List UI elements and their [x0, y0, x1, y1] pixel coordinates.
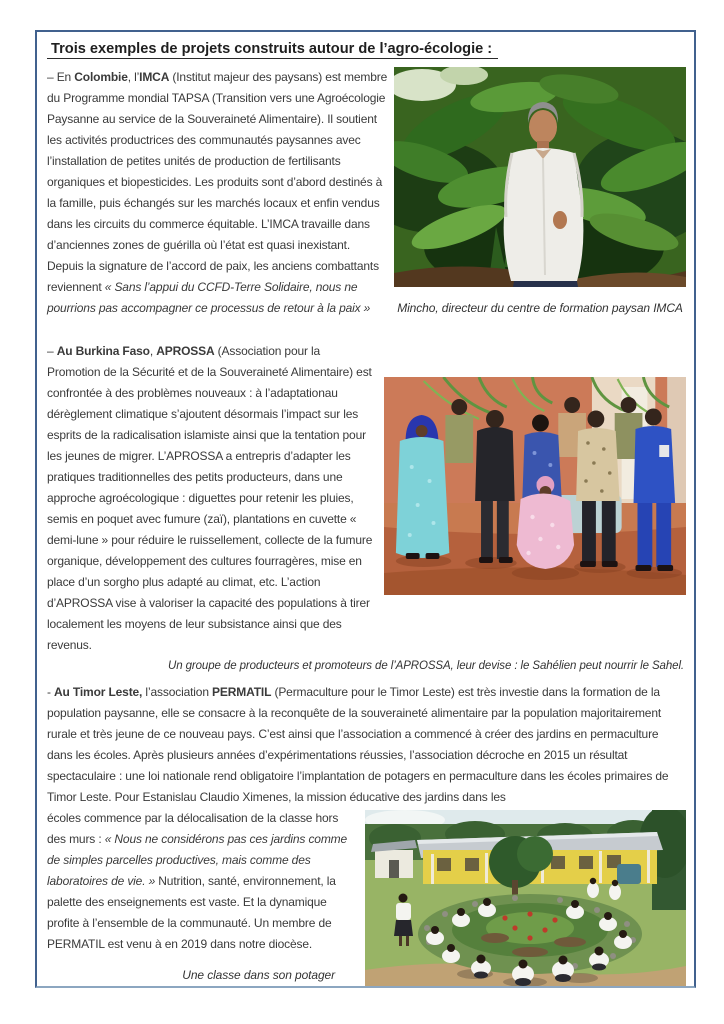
- text-run: -: [47, 685, 55, 699]
- section-colombie: [47, 67, 686, 319]
- text-run: écoles commence par la délocalisation de la classe hors des murs :: [47, 811, 339, 846]
- text-run-bold: Au Burkina Faso: [56, 344, 150, 358]
- caption-aprossa: Un groupe de producteurs et promoteurs de l’APROSSA, leur devise : le Sahélien peut nourrir le Sahel.: [168, 660, 684, 672]
- text-run-bold: Au Timor Leste,: [54, 685, 143, 699]
- burkina-paragraph: [47, 341, 384, 656]
- burkina-photo-column: [384, 341, 686, 595]
- text-run-bold: PERMATIL: [212, 685, 272, 699]
- text-run: Nutrition, santé, environnement, la palette des enseignements est vaste. Et la dynamique profite à l’ensemble de la communauté. Un membre de PERMATIL est venu à en 2019 dans notre diocèse.: [47, 874, 336, 951]
- photo-aprossa-group: [384, 377, 686, 595]
- timor-photo-column: [365, 808, 686, 988]
- text-run: (Association pour la Promotion de la Sécurité et de la Souveraineté Alimentaire) est confrontée à des problèmes nouveaux : à l’adaptationau dérèglement climatique s’ajoutent désormais l’impact sur les esprits de la radicalisation islamiste ainsi que la tentation pour les jeunes de migrer. L’APROSSA a entrepris d’adapter les pratiques traditionnelles des petits producteurs, dans une approche agroécologique : diguettes pour retenir les pluies, semis en poquet avec fumure (zaï), plantations en cuvette « demi-lune » pour réduire le ruissellement, collecte de la fumure organique, développement des cultures fourragères, mise en place d’un sorgho plus adapté au climat, etc. L’action d’APROSSA vise à valoriser la capacité des populations à tirer localement les moyens de leur subsistance ainsi que des revenus.: [47, 344, 373, 652]
- photo-school-garden: [365, 810, 686, 988]
- text-run: ,: [149, 344, 157, 358]
- section-burkina: [47, 341, 686, 656]
- page-title: [47, 40, 686, 59]
- text-run: (Institut majeur des paysans) est membre du Programme mondial TAPSA (Transition vers une Agroécologie Paysanne au service de la Souveraineté Alimentaire). Il soutient les activités productrices des communautés paysannes avec l’installation de petites unités de production de fertilisants organiques et biopesticides. Les produits sont d’abord destinés à la famille, puis échangés sur les marchés locaux et enfin vendus dans les circuits du commerce équitable. L’IMCA travaille dans d’anciennes zones de guérilla où l’état est quasi inexistant. Depuis la signature de l’accord de paix, les anciens combattants reviennent: [47, 70, 388, 294]
- page-title-text: Trois exemples de projets construits autour de l’agro-écologie :: [47, 41, 498, 59]
- text-run: l’association: [142, 685, 213, 699]
- text-run: – En: [47, 70, 75, 84]
- caption-mincho: Mincho, directeur du centre de formation paysan IMCA: [397, 301, 683, 315]
- timor-paragraph-wrap: [47, 808, 365, 986]
- document-frame: [35, 30, 696, 988]
- timor-paragraph-full: [47, 682, 686, 808]
- colombie-photo-column: [394, 67, 686, 315]
- caption-permatil: Une classe dans son potager: [182, 968, 335, 982]
- text-run-quote: « Nous ne considérons pas ces jardins comme de simples parcelles productives, mais comme des laboratoires de vie. »: [47, 832, 348, 888]
- text-run-bold: IMCA: [139, 70, 170, 84]
- colombie-paragraph: [47, 67, 394, 319]
- text-run-quote: « Sans l’appui du CCFD-Terre Solidaire, nous ne pourrions pas accompagner ce processus de retour à la paix »: [47, 280, 371, 315]
- text-run: (Permaculture pour le Timor Leste) est très investie dans la formation de la population paysanne, elle se consacre à la reconquête de la souveraineté alimentaire par la population majoritairement rurale et très jeune de ce nouveau pays. C’est ainsi que l’association a commencé à créer des jardins en permaculture dans les écoles. Après plusieurs années d’expérimentations réussies, l’association décroche en 2015 un résultat spectaculaire : une loi nationale rend obligatoire l’implantation de potagers en permaculture dans les écoles primaires de Timor Leste. Pour Estanislau Claudio Ximenes, la mission éducative des jardins dans les: [47, 685, 669, 804]
- text-run: , l’: [127, 70, 140, 84]
- photo-mincho: [394, 67, 686, 287]
- text-run-bold: APROSSA: [156, 344, 215, 358]
- section-timor: [47, 808, 686, 988]
- text-run-bold: Colombie: [74, 70, 128, 84]
- text-run: –: [47, 344, 57, 358]
